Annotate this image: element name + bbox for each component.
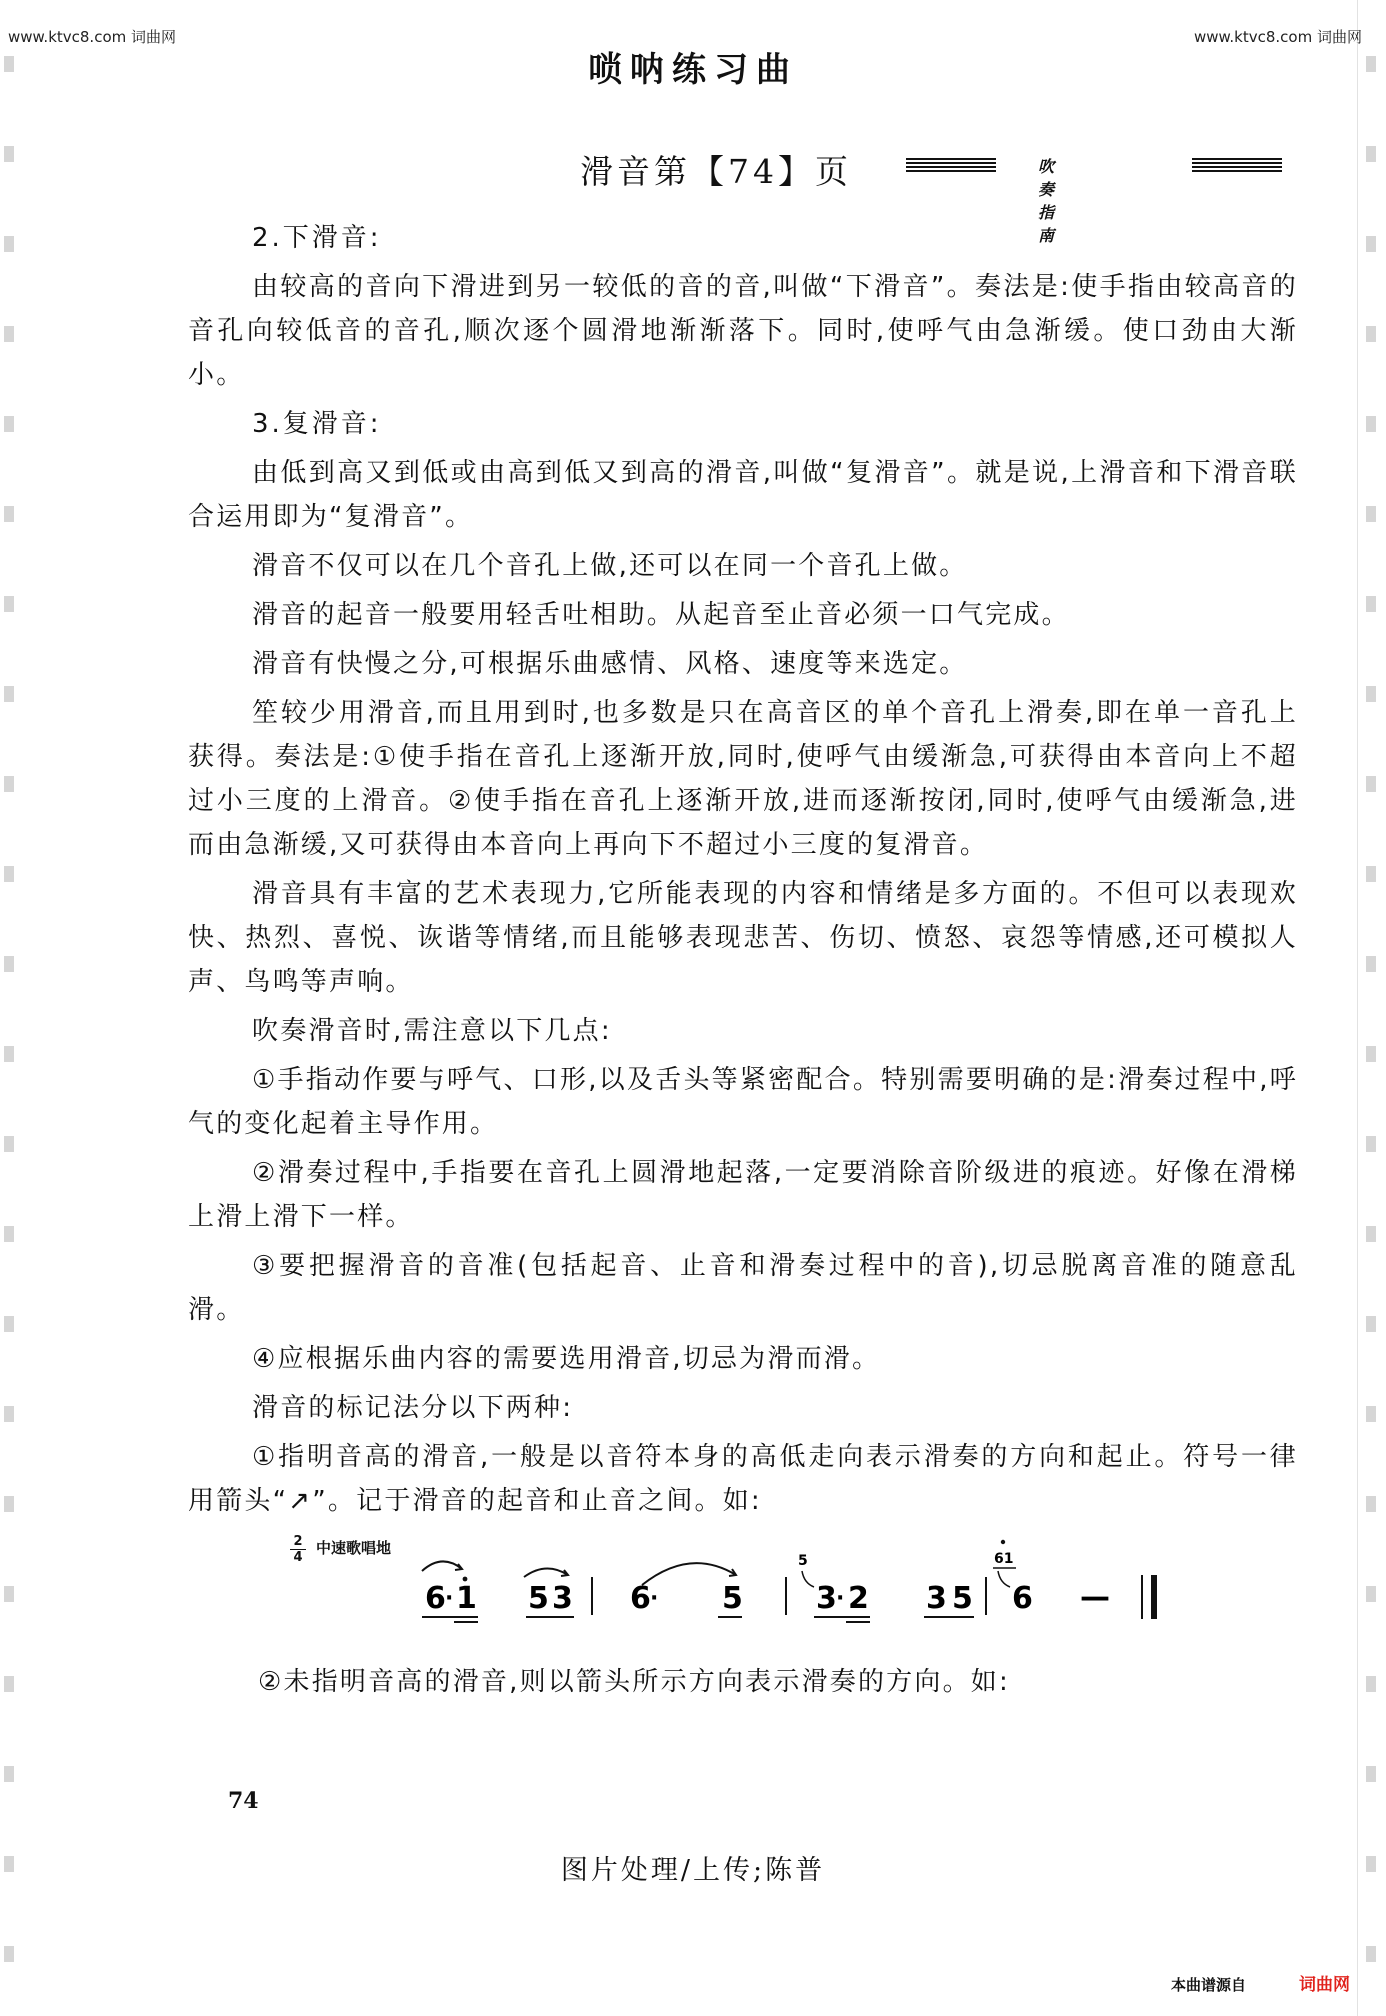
grace-slur — [802, 1571, 814, 1587]
time-signature-bottom: 4 — [293, 1550, 303, 1565]
paragraph: ②滑奏过程中,手指要在音孔上圆滑地起落,一定要消除音阶级进的痕迹。好像在滑梯上滑上滑下一样。 — [188, 1158, 1298, 1232]
left-margin-watermark — [4, 0, 14, 2016]
paragraph: 由较高的音向下滑进到另一较低的音的音,叫做“下滑音”。奏法是:使手指由较高音的音孔向较低音的音孔,顺次逐个圆滑地渐渐落下。同时,使呼气由急渐缓。使口劲由大渐小。 — [188, 272, 1298, 390]
paragraph: ③要把握滑音的音准(包括起音、止音和滑奏过程中的音),切忌脱离音准的随意乱滑。 — [188, 1251, 1298, 1325]
right-margin-rule — [1357, 0, 1358, 2016]
paragraph: ②未指明音高的滑音,则以箭头所示方向表示滑奏的方向。如: — [258, 1667, 1010, 1697]
decorative-rule-left — [906, 158, 996, 174]
paragraph: ①指明音高的滑音,一般是以音符本身的高低走向表示滑奏的方向和起止。符号一律用箭头“↗”。记于滑音的起音和止音之间。如: — [188, 1442, 1298, 1516]
source-site-logo: 词曲网 — [1299, 1975, 1350, 1995]
paragraph: ④应根据乐曲内容的需要选用滑音,切忌为滑而滑。 — [252, 1344, 881, 1374]
source-label: 本曲谱源自 — [1170, 1976, 1246, 1994]
high-octave-dot — [1001, 1540, 1005, 1544]
note: 3 — [552, 1581, 573, 1616]
site-watermark-right: www.ktvc8.com 词曲网 — [1193, 28, 1362, 46]
time-signature-top: 2 — [293, 1534, 303, 1549]
paragraph: 滑音的起音一般要用轻舌吐相助。从起音至止音必须一口气完成。 — [252, 600, 1070, 630]
note: 5 — [722, 1581, 743, 1616]
grace-note: 61 — [994, 1551, 1014, 1567]
page-number: 74 — [228, 1788, 259, 1814]
paragraph: 吹奏滑音时,需注意以下几点: — [252, 1016, 612, 1046]
jianpu-score — [290, 1535, 1250, 1655]
paragraph: 2.下滑音: — [252, 223, 382, 253]
note: 2 — [848, 1581, 869, 1616]
note: 6 — [1012, 1581, 1033, 1616]
paragraph: ①手指动作要与呼气、口形,以及舌头等紧密配合。特别需要明确的是:滑奏过程中,呼气的变化起着主导作用。 — [188, 1065, 1298, 1139]
decorative-rule-right — [1192, 158, 1282, 174]
paragraph: 滑音的标记法分以下两种: — [252, 1393, 574, 1423]
body-text — [188, 216, 1298, 1528]
note: 6 — [630, 1581, 651, 1616]
note: 3 — [816, 1581, 837, 1616]
note: 5 — [952, 1581, 973, 1616]
after-example-text — [188, 1660, 1298, 1709]
note-dot: · — [445, 1586, 454, 1611]
note: 3 — [926, 1581, 947, 1616]
page-title: 唢呐练习曲 — [588, 50, 798, 90]
site-watermark-left: www.ktvc8.com 词曲网 — [8, 28, 177, 46]
paragraph: 滑音不仅可以在几个音孔上做,还可以在同一个音孔上做。 — [252, 551, 968, 581]
grace-slur — [998, 1571, 1010, 1587]
paragraph: 笙较少用滑音,而且用到时,也多数是只在高音区的单个音孔上滑奏,即在单一音孔上获得。奏法是:①使手指在音孔上逐渐开放,同时,使呼气由缓渐急,可获得由本音向上不超过小三度的上滑音。②使手指在音孔上逐渐开放,进而逐渐按闭,同时,使呼气由缓渐急,进而由急渐缓,又可获得由本音向上再向下不超过小三度的复滑音。 — [188, 698, 1298, 860]
grace-note: 5 — [798, 1553, 808, 1569]
hold-dash: — — [1080, 1580, 1110, 1615]
note: 1 — [456, 1581, 477, 1616]
note-dot: · — [650, 1586, 659, 1611]
note: 6 — [425, 1581, 446, 1616]
section-subtitle: 滑音第【74】页 — [580, 152, 852, 191]
note: 5 — [528, 1581, 549, 1616]
paragraph: 滑音有快慢之分,可根据乐曲感情、风格、速度等来选定。 — [252, 649, 968, 679]
paragraph: 滑音具有丰富的艺术表现力,它所能表现的内容和情绪是多方面的。不但可以表现欢快、热烈、喜悦、诙谐等情绪,而且能够表现悲苦、伤切、愤怒、哀怨等情感,还可模拟人声、鸟鸣等声响。 — [188, 879, 1298, 997]
right-margin-watermark — [1366, 0, 1376, 2016]
upload-credit: 图片处理/上传;陈普 — [560, 1855, 826, 1886]
tempo-marking: 中速歌唱地 — [316, 1539, 392, 1557]
notation-example — [290, 1535, 1250, 1655]
book-label: 吹奏指南 — [1038, 157, 1057, 245]
paragraph: 3.复滑音: — [252, 409, 382, 439]
paragraph: 由低到高又到低或由高到低又到高的滑音,叫做“复滑音”。就是说,上滑音和下滑音联合运用即为“复滑音”。 — [188, 458, 1298, 532]
note-dot: · — [836, 1586, 845, 1611]
high-octave-dot — [463, 1577, 468, 1582]
